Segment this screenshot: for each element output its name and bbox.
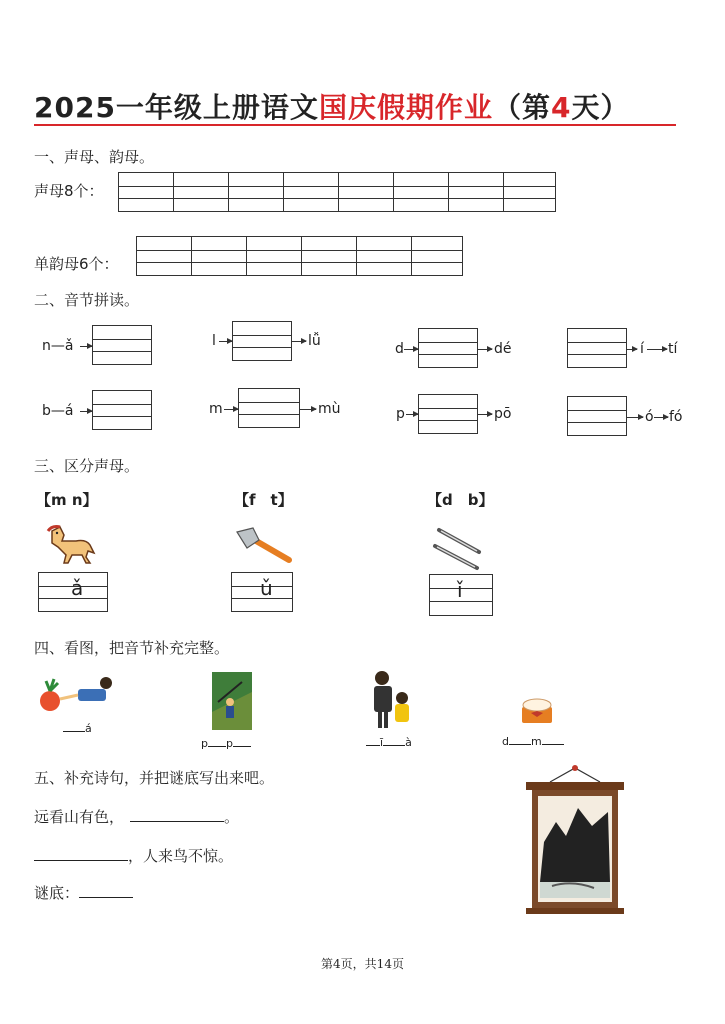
arrow	[404, 349, 418, 350]
r1c-output: dé	[494, 341, 512, 357]
r1a-grid[interactable]	[92, 325, 152, 365]
pens-icon	[431, 526, 485, 572]
section5-heading: 五、补充诗句，并把谜底写出来吧。	[34, 769, 275, 787]
axe-icon	[233, 526, 295, 566]
r2c-grid[interactable]	[418, 394, 478, 434]
arrow	[224, 409, 238, 410]
r1c-grid[interactable]	[418, 328, 478, 368]
arrow	[478, 349, 492, 350]
r1a-input: n—ǎ	[42, 338, 74, 354]
r1b-output: lǚ	[308, 333, 321, 349]
vowel-label: 单韵母6个：	[34, 255, 119, 273]
item3-syllable: ī à	[366, 736, 412, 749]
group2-options: 【f t】	[234, 491, 293, 509]
section4-heading: 四、看图，把音节补充完整。	[34, 639, 230, 657]
title-day: 4	[550, 91, 572, 124]
title-black: 2025一年级上册语文	[34, 91, 319, 124]
arrow	[478, 414, 492, 415]
section3-heading: 三、区分声母。	[34, 457, 140, 475]
arrow	[406, 414, 418, 415]
group3-options: 【d b】	[427, 491, 494, 509]
page-title	[34, 86, 629, 126]
r1d-grid[interactable]	[567, 328, 627, 368]
poem-line2: ，人来鸟不惊。	[34, 845, 233, 866]
arrow	[80, 411, 92, 412]
section2-heading: 二、音节拼读。	[34, 291, 140, 309]
r2d-output: fó	[669, 409, 683, 425]
item2-syllable: p p	[201, 737, 251, 750]
title-red: 国庆假期作业	[318, 91, 493, 124]
group3-vowel: ǐ	[457, 578, 463, 602]
riddle-answer: 谜底：	[34, 882, 133, 903]
r2b-input: m	[209, 401, 223, 417]
poem-line1: 远看山有色， 。	[34, 808, 240, 826]
climb-icon	[212, 672, 252, 730]
r2d-grid[interactable]	[567, 396, 627, 436]
r2a-grid[interactable]	[92, 390, 152, 430]
pull-radish-icon	[38, 673, 118, 715]
r2d-mid: ó	[645, 409, 654, 425]
arrow	[627, 349, 637, 350]
group1-vowel: ǎ	[71, 576, 84, 600]
item1-syllable: á	[63, 722, 92, 735]
r1d-mid: í	[640, 341, 644, 357]
family-icon	[370, 668, 416, 730]
group2-vowel: ǔ	[260, 576, 273, 600]
arrow	[219, 341, 232, 342]
r2b-grid[interactable]	[238, 388, 300, 428]
arrow	[80, 346, 92, 347]
vowel-grid[interactable]	[136, 236, 463, 276]
r2a-input: b—á	[42, 403, 74, 419]
group1-options: 【m n】	[36, 491, 98, 509]
horse-icon	[42, 523, 98, 567]
r1c-input: d	[395, 341, 404, 357]
r1b-grid[interactable]	[232, 321, 292, 361]
r2b-output: mù	[318, 401, 341, 417]
title-open: （第	[492, 91, 551, 124]
r1b-input: l	[212, 333, 216, 349]
r2c-output: pō	[494, 406, 512, 422]
arrow	[654, 417, 668, 418]
consonant-grid[interactable]	[118, 172, 556, 212]
title-rule	[34, 124, 676, 126]
cake-icon	[519, 695, 555, 725]
arrow	[292, 341, 306, 342]
page-footer: 第4页，共14页	[321, 957, 404, 971]
r1d-output: tí	[668, 341, 678, 357]
landscape-painting-icon	[522, 762, 628, 916]
item4-syllable: d m	[502, 735, 564, 748]
consonant-label: 声母8个：	[34, 182, 104, 200]
section1-heading: 一、声母、韵母。	[34, 148, 155, 166]
arrow	[300, 409, 316, 410]
arrow	[627, 417, 643, 418]
title-close: 天）	[571, 91, 630, 124]
r2c-input: p	[396, 406, 405, 422]
arrow	[647, 349, 667, 350]
